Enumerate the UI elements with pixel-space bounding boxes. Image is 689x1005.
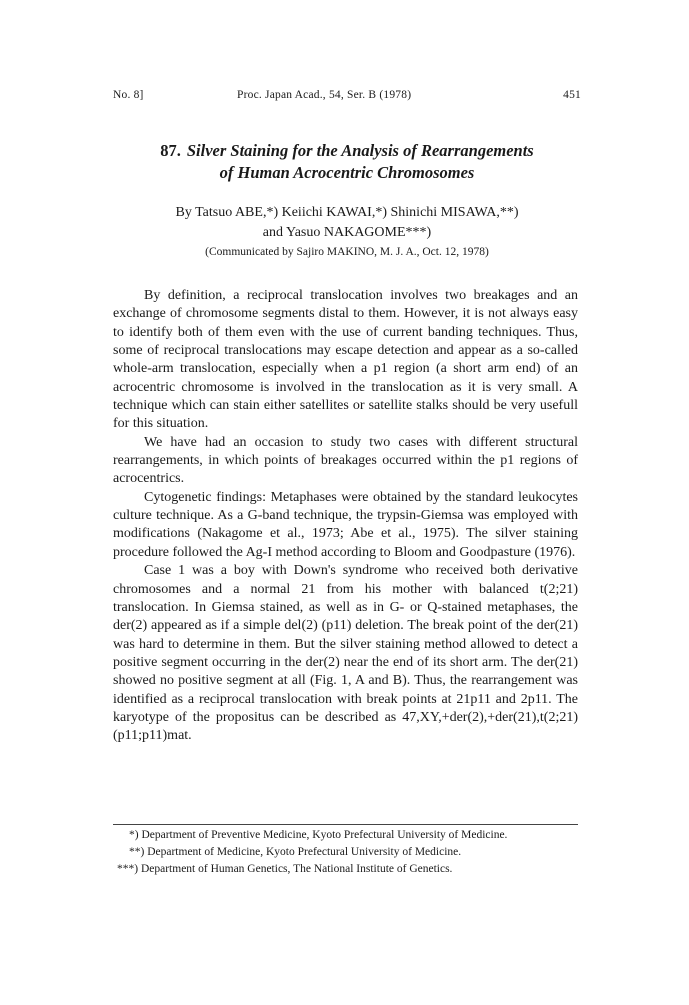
issue-number: No. 8] (113, 89, 144, 101)
footnote-3: ***) Department of Human Genetics, The National Institute of Genetics. (117, 863, 453, 875)
authors-line-2: and Yasuo NAKAGOME***) (262, 225, 432, 240)
paragraph-case-1: Case 1 was a boy with Down's syndrome who received both derivative chromosomes and a normal 21 from his mother with balanced t(2;21) translocation. In Giemsa stained, as well as in G- or Q-stained metaphases, the der(2) appeared as if a simple del(2) (p11) deletion. The break point of the der(21) was hard to determine in them. But the silver staining method allowed to detect a positive segment occurring in the der(2) near the end of its short arm. The der(21) showed no positive segment at all (Fig. 1, A and B). Thus, the rearrangement was identified as a reciprocal translocation with break points at 21p11 and 2p11. The karyotype of the propositus can be described as 47,XY,+der(2),+der(21),t(2;21) (p11;p11)mat. (113, 563, 578, 744)
article-number: 87. (160, 141, 181, 160)
footnote-2: **) Department of Medicine, Kyoto Prefectural University of Medicine. (129, 846, 462, 858)
paragraph-methods: Cytogenetic findings: Metaphases were obtained by the standard leukocytes culture technique. As a G-band technique, the trypsin-Giemsa was employed with modifications (Nakagome et al., 1973; Abe et al., 1975). The silver staining procedure followed the Ag-I method according to Bloom and Goodpasture (1976). (113, 489, 578, 560)
authors-line-1: By Tatsuo ABE,*) Keiichi KAWAI,*) Shinichi MISAWA,**) (175, 205, 519, 220)
article-title (113, 140, 581, 184)
title-line-2: of Human Acrocentric Chromosomes (219, 163, 475, 182)
paragraph-intro: By definition, a reciprocal translocation involves two breakages and an exchange of chromosome segments distal to them. However, it is not always easy to identify both of them even with the use of current banding techniques. Thus, some of reciprocal translocations may escape detection and appear as a so-called whole-arm translocation, especially when a p1 region (a short arm end) of an acrocentric chromosome is involved in the translocation as it is very small. A technique which can stain either satellites or satellite stalks should be very usefull for this situation. (113, 288, 578, 432)
author-list (113, 203, 581, 243)
footnotes (113, 827, 578, 878)
footnote-divider (113, 824, 578, 825)
running-header (113, 89, 581, 105)
paragraph-cases: We have had an occasion to study two cases with different structural rearrangements, in which points of breakages occurred within the p1 regions of acrocentrics. (113, 434, 578, 487)
footnote-1: *) Department of Preventive Medicine, Kyoto Prefectural University of Medicine. (129, 829, 508, 841)
page-number: 451 (563, 89, 581, 101)
title-line-1: Silver Staining for the Analysis of Rearrangements (186, 141, 534, 160)
article-body (113, 287, 578, 746)
journal-citation: Proc. Japan Acad., 54, Ser. B (1978) (237, 89, 412, 101)
communicated-by: (Communicated by Sajiro MAKINO, M. J. A., Oct. 12, 1978) (205, 246, 489, 258)
